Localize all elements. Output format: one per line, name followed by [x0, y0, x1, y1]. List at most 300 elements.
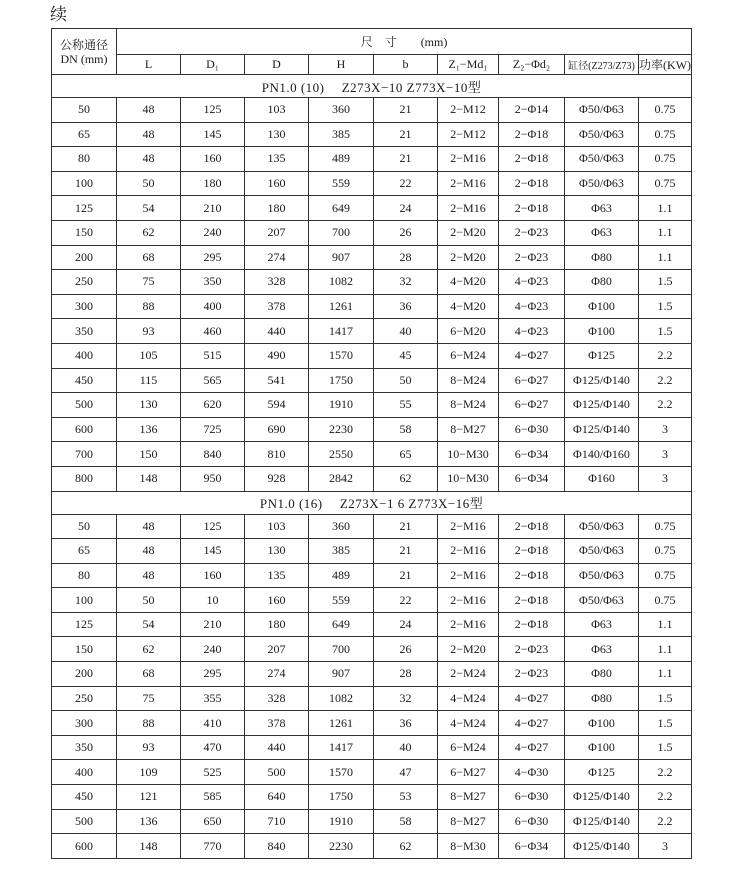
table-cell: 274	[245, 245, 309, 270]
table-cell: 26	[374, 220, 438, 245]
table-cell: 2230	[309, 834, 374, 859]
table-cell: 559	[309, 588, 374, 613]
table-cell: 410	[181, 711, 245, 736]
table-cell: 295	[181, 662, 245, 687]
table-cell: Φ50/Φ63	[565, 514, 639, 539]
table-cell: 2−Φ23	[499, 637, 565, 662]
table-cell: 620	[181, 393, 245, 418]
table-cell: 58	[374, 809, 438, 834]
table-cell: 500	[52, 809, 117, 834]
table-cell: 150	[117, 442, 181, 467]
table-cell: 24	[374, 612, 438, 637]
table-cell: 8−M24	[438, 368, 499, 393]
table-cell: Φ50/Φ63	[565, 171, 639, 196]
table-cell: 1.5	[639, 294, 692, 319]
table-cell: 160	[181, 563, 245, 588]
table-cell: 48	[117, 147, 181, 172]
table-cell: 207	[245, 220, 309, 245]
table-cell: 2−Φ18	[499, 196, 565, 221]
table-cell: 0.75	[639, 539, 692, 564]
table-cell: 810	[245, 442, 309, 467]
table-cell: 0.75	[639, 147, 692, 172]
table-cell: 68	[117, 245, 181, 270]
table-cell: 48	[117, 539, 181, 564]
table-cell: 136	[117, 809, 181, 834]
table-cell: 0.75	[639, 514, 692, 539]
table-row	[52, 343, 692, 368]
table-cell: 400	[52, 760, 117, 785]
table-cell: 4−Φ23	[499, 294, 565, 319]
table-cell: 130	[117, 393, 181, 418]
table-cell: 8−M27	[438, 785, 499, 810]
table-cell: Φ125/Φ140	[565, 785, 639, 810]
table-cell: Φ125	[565, 760, 639, 785]
table-cell: 440	[245, 735, 309, 760]
table-cell: 6−M20	[438, 319, 499, 344]
table-cell: 55	[374, 393, 438, 418]
table-cell: 50	[374, 368, 438, 393]
table-cell: Φ63	[565, 220, 639, 245]
table-cell: 440	[245, 319, 309, 344]
table-cell: 62	[374, 834, 438, 859]
table-cell: 4−Φ23	[499, 270, 565, 295]
table-cell: 65	[52, 539, 117, 564]
table-cell: 4−Φ30	[499, 760, 565, 785]
table-cell: 250	[52, 270, 117, 295]
table-row	[52, 417, 692, 442]
table-cell: 1417	[309, 319, 374, 344]
table-cell: 2−Φ14	[499, 98, 565, 123]
table-row	[52, 735, 692, 760]
table-cell: 2−Φ18	[499, 171, 565, 196]
table-cell: 400	[181, 294, 245, 319]
table-cell: 135	[245, 563, 309, 588]
valve-dimension-table	[51, 28, 692, 859]
table-cell: 1570	[309, 343, 374, 368]
table-cell: 450	[52, 785, 117, 810]
table-cell: 58	[374, 417, 438, 442]
table-cell: 135	[245, 147, 309, 172]
table-cell: 10−M30	[438, 442, 499, 467]
table-row	[52, 637, 692, 662]
table-cell: 800	[52, 466, 117, 491]
table-cell: 80	[52, 147, 117, 172]
table-row	[52, 834, 692, 859]
table-cell: 65	[374, 442, 438, 467]
table-cell: 68	[117, 662, 181, 687]
table-cell: 21	[374, 122, 438, 147]
table-row	[52, 98, 692, 123]
table-cell: 2−Φ18	[499, 147, 565, 172]
table-cell: 1417	[309, 735, 374, 760]
table-cell: 6−Φ34	[499, 442, 565, 467]
table-cell: 2.2	[639, 343, 692, 368]
table-cell: 594	[245, 393, 309, 418]
table-cell: 1.5	[639, 735, 692, 760]
section-title-row	[52, 75, 692, 98]
table-cell: 240	[181, 637, 245, 662]
table-cell: 54	[117, 196, 181, 221]
table-cell: 21	[374, 539, 438, 564]
table-cell: Φ80	[565, 686, 639, 711]
table-cell: 1.1	[639, 612, 692, 637]
table-cell: Φ125/Φ140	[565, 834, 639, 859]
table-cell: 32	[374, 270, 438, 295]
table-cell: 2550	[309, 442, 374, 467]
table-cell: 160	[181, 147, 245, 172]
table-cell: 489	[309, 563, 374, 588]
table-cell: 103	[245, 98, 309, 123]
table-cell: 6−Φ27	[499, 368, 565, 393]
col-z2-phid2-header: Z₂−Φd₂	[499, 55, 565, 75]
table-cell: 640	[245, 785, 309, 810]
table-cell: Φ50/Φ63	[565, 539, 639, 564]
table-cell: 32	[374, 686, 438, 711]
col-h-header: H	[309, 55, 374, 75]
table-cell: 541	[245, 368, 309, 393]
col-b-header: b	[374, 55, 438, 75]
table-cell: 4−Φ27	[499, 711, 565, 736]
table-cell: 45	[374, 343, 438, 368]
table-row	[52, 196, 692, 221]
table-cell: 515	[181, 343, 245, 368]
table-cell: 62	[117, 637, 181, 662]
table-cell: 160	[245, 588, 309, 613]
table-cell: 2−Φ23	[499, 220, 565, 245]
table-cell: 4−Φ27	[499, 686, 565, 711]
table-cell: Φ80	[565, 245, 639, 270]
section-title: PN1.0 (10) Z273X−10 Z773X−10型	[52, 75, 692, 98]
table-row	[52, 711, 692, 736]
table-cell: 2−M16	[438, 588, 499, 613]
table-cell: 1261	[309, 294, 374, 319]
table-cell: 207	[245, 637, 309, 662]
table-cell: 28	[374, 245, 438, 270]
table-cell: 240	[181, 220, 245, 245]
table-cell: 2−Φ18	[499, 514, 565, 539]
table-cell: 710	[245, 809, 309, 834]
column-header-row	[52, 55, 692, 75]
table-cell: 0.75	[639, 588, 692, 613]
table-cell: 2−M16	[438, 171, 499, 196]
table-cell: 2−M20	[438, 637, 499, 662]
table-cell: 4−M20	[438, 270, 499, 295]
table-cell: Φ160	[565, 466, 639, 491]
section-title-row	[52, 491, 692, 514]
table-cell: 28	[374, 662, 438, 687]
table-cell: 50	[52, 514, 117, 539]
table-row	[52, 514, 692, 539]
col-cylinder-bore-header: 缸径(Z273/Z73)	[565, 55, 639, 75]
table-cell: 690	[245, 417, 309, 442]
table-cell: 2−M16	[438, 514, 499, 539]
table-cell: 525	[181, 760, 245, 785]
table-cell: 2.2	[639, 760, 692, 785]
table-cell: 180	[245, 612, 309, 637]
table-cell: 80	[52, 563, 117, 588]
table-cell: 2−Φ23	[499, 245, 565, 270]
table-cell: 4−M24	[438, 711, 499, 736]
table-cell: 2−Φ18	[499, 122, 565, 147]
table-cell: 125	[52, 612, 117, 637]
dn-header-line2: DN (mm)	[60, 51, 108, 66]
table-cell: 559	[309, 171, 374, 196]
table-row	[52, 539, 692, 564]
table-cell: 907	[309, 245, 374, 270]
table-row	[52, 563, 692, 588]
table-cell: 4−M20	[438, 294, 499, 319]
table-row	[52, 760, 692, 785]
table-cell: 105	[117, 343, 181, 368]
table-cell: 2230	[309, 417, 374, 442]
table-cell: 2−Φ18	[499, 539, 565, 564]
table-cell: 40	[374, 319, 438, 344]
table-cell: Φ50/Φ63	[565, 98, 639, 123]
table-cell: 65	[52, 122, 117, 147]
table-cell: 130	[245, 122, 309, 147]
table-cell: 3	[639, 466, 692, 491]
table-cell: 10	[181, 588, 245, 613]
table-row	[52, 612, 692, 637]
table-cell: 4−Φ27	[499, 735, 565, 760]
table-cell: Φ80	[565, 270, 639, 295]
table-body	[52, 75, 692, 859]
table-cell: 1570	[309, 760, 374, 785]
table-cell: Φ63	[565, 612, 639, 637]
table-cell: 2−M16	[438, 612, 499, 637]
table-cell: 160	[245, 171, 309, 196]
table-cell: 2−Φ18	[499, 612, 565, 637]
col-l-header: L	[117, 55, 181, 75]
table-cell: Φ125/Φ140	[565, 809, 639, 834]
table-cell: 148	[117, 466, 181, 491]
table-cell: Φ125/Φ140	[565, 368, 639, 393]
table-cell: 1910	[309, 809, 374, 834]
table-cell: 8−M30	[438, 834, 499, 859]
table-cell: 8−M27	[438, 809, 499, 834]
table-cell: 378	[245, 294, 309, 319]
table-cell: 136	[117, 417, 181, 442]
table-cell: 100	[52, 588, 117, 613]
table-cell: 22	[374, 588, 438, 613]
table-row	[52, 393, 692, 418]
table-cell: 1.5	[639, 319, 692, 344]
table-cell: 210	[181, 196, 245, 221]
dn-header	[52, 29, 117, 75]
table-cell: 130	[245, 539, 309, 564]
table-cell: 62	[117, 220, 181, 245]
table-row	[52, 270, 692, 295]
table-cell: 328	[245, 270, 309, 295]
col-d-header: D	[245, 55, 309, 75]
table-cell: 2−M16	[438, 563, 499, 588]
table-row	[52, 662, 692, 687]
table-row	[52, 588, 692, 613]
table-row	[52, 147, 692, 172]
table-cell: 360	[309, 514, 374, 539]
table-header	[52, 29, 692, 75]
table-cell: 2−Φ18	[499, 588, 565, 613]
table-row	[52, 171, 692, 196]
table-cell: 2.2	[639, 368, 692, 393]
table-cell: Φ125/Φ140	[565, 417, 639, 442]
table-cell: 700	[309, 220, 374, 245]
table-cell: 88	[117, 294, 181, 319]
table-cell: 2−M16	[438, 539, 499, 564]
table-cell: Φ125	[565, 343, 639, 368]
table-cell: 2.2	[639, 393, 692, 418]
table-cell: 300	[52, 294, 117, 319]
table-cell: Φ63	[565, 196, 639, 221]
table-cell: 649	[309, 612, 374, 637]
table-cell: 4−M24	[438, 686, 499, 711]
table-cell: 88	[117, 711, 181, 736]
table-cell: Φ50/Φ63	[565, 122, 639, 147]
table-row	[52, 294, 692, 319]
table-cell: 36	[374, 294, 438, 319]
table-cell: Φ140/Φ160	[565, 442, 639, 467]
table-cell: 1910	[309, 393, 374, 418]
table-row	[52, 809, 692, 834]
table-cell: 450	[52, 368, 117, 393]
table-row	[52, 245, 692, 270]
table-cell: 1750	[309, 368, 374, 393]
table-cell: 6−M24	[438, 735, 499, 760]
table-cell: 2−M12	[438, 122, 499, 147]
table-cell: 125	[181, 514, 245, 539]
table-cell: 2−M20	[438, 245, 499, 270]
table-cell: 75	[117, 686, 181, 711]
table-cell: 350	[181, 270, 245, 295]
table-cell: Φ50/Φ63	[565, 588, 639, 613]
table-cell: 700	[309, 637, 374, 662]
table-cell: 400	[52, 343, 117, 368]
table-row	[52, 785, 692, 810]
table-cell: 6−Φ30	[499, 809, 565, 834]
table-cell: 0.75	[639, 122, 692, 147]
table-cell: 93	[117, 735, 181, 760]
table-cell: 4−Φ27	[499, 343, 565, 368]
table-cell: 3	[639, 442, 692, 467]
table-cell: 700	[52, 442, 117, 467]
table-cell: 150	[52, 637, 117, 662]
table-cell: 650	[181, 809, 245, 834]
table-cell: 6−M27	[438, 760, 499, 785]
table-cell: Φ100	[565, 294, 639, 319]
table-cell: 145	[181, 122, 245, 147]
table-cell: 103	[245, 514, 309, 539]
col-z1-md1-header: Z₁−Md₁	[438, 55, 499, 75]
table-cell: 22	[374, 171, 438, 196]
table-cell: 6−Φ30	[499, 785, 565, 810]
table-cell: 2−M24	[438, 662, 499, 687]
table-cell: 840	[181, 442, 245, 467]
table-row	[52, 466, 692, 491]
table-cell: 1.1	[639, 196, 692, 221]
table-cell: 200	[52, 662, 117, 687]
table-cell: 2−M12	[438, 98, 499, 123]
table-cell: Φ80	[565, 662, 639, 687]
table-cell: 300	[52, 711, 117, 736]
table-cell: 26	[374, 637, 438, 662]
table-cell: 24	[374, 196, 438, 221]
table-cell: 145	[181, 539, 245, 564]
table-cell: 115	[117, 368, 181, 393]
table-cell: 109	[117, 760, 181, 785]
table-cell: 2.2	[639, 809, 692, 834]
table-cell: 210	[181, 612, 245, 637]
table-cell: 250	[52, 686, 117, 711]
table-cell: 350	[52, 319, 117, 344]
table-cell: 48	[117, 98, 181, 123]
table-cell: 3	[639, 417, 692, 442]
table-cell: 93	[117, 319, 181, 344]
section-title: PN1.0 (16) Z273X−1 6 Z773X−16型	[52, 491, 692, 514]
table-cell: 470	[181, 735, 245, 760]
table-cell: 180	[181, 171, 245, 196]
table-cell: Φ125/Φ140	[565, 393, 639, 418]
table-cell: 62	[374, 466, 438, 491]
table-cell: 121	[117, 785, 181, 810]
table-cell: 1.1	[639, 220, 692, 245]
table-cell: 200	[52, 245, 117, 270]
table-cell: 1.5	[639, 686, 692, 711]
table-row	[52, 686, 692, 711]
table-cell: 2−Φ23	[499, 662, 565, 687]
table-cell: 2−M16	[438, 196, 499, 221]
table-cell: 50	[117, 171, 181, 196]
table-cell: 8−M24	[438, 393, 499, 418]
table-cell: 1.5	[639, 711, 692, 736]
table-cell: 48	[117, 563, 181, 588]
table-cell: 928	[245, 466, 309, 491]
table-cell: 2.2	[639, 785, 692, 810]
table-cell: 2−Φ18	[499, 563, 565, 588]
table-cell: 1082	[309, 686, 374, 711]
table-cell: 54	[117, 612, 181, 637]
table-cell: 2−M20	[438, 220, 499, 245]
col-power-header: 功率(KW)	[639, 55, 692, 75]
table-cell: 21	[374, 147, 438, 172]
table-cell: 6−Φ34	[499, 466, 565, 491]
table-cell: 0.75	[639, 98, 692, 123]
table-cell: 2842	[309, 466, 374, 491]
table-cell: 36	[374, 711, 438, 736]
dn-header-line1: 公称通径	[59, 37, 108, 52]
table-cell: 840	[245, 834, 309, 859]
table-cell: 6−M24	[438, 343, 499, 368]
table-cell: Φ63	[565, 637, 639, 662]
table-row	[52, 319, 692, 344]
table-cell: 125	[52, 196, 117, 221]
table-cell: 295	[181, 245, 245, 270]
table-cell: 2−M16	[438, 147, 499, 172]
table-cell: 649	[309, 196, 374, 221]
table-cell: 328	[245, 686, 309, 711]
table-cell: 3	[639, 834, 692, 859]
table-cell: Φ50/Φ63	[565, 147, 639, 172]
table-cell: Φ100	[565, 735, 639, 760]
table-cell: 585	[181, 785, 245, 810]
table-cell: 50	[52, 98, 117, 123]
table-cell: Φ100	[565, 319, 639, 344]
table-cell: 770	[181, 834, 245, 859]
table-cell: 0.75	[639, 563, 692, 588]
table-row	[52, 220, 692, 245]
table-cell: 48	[117, 122, 181, 147]
table-cell: 1261	[309, 711, 374, 736]
table-cell: 150	[52, 220, 117, 245]
